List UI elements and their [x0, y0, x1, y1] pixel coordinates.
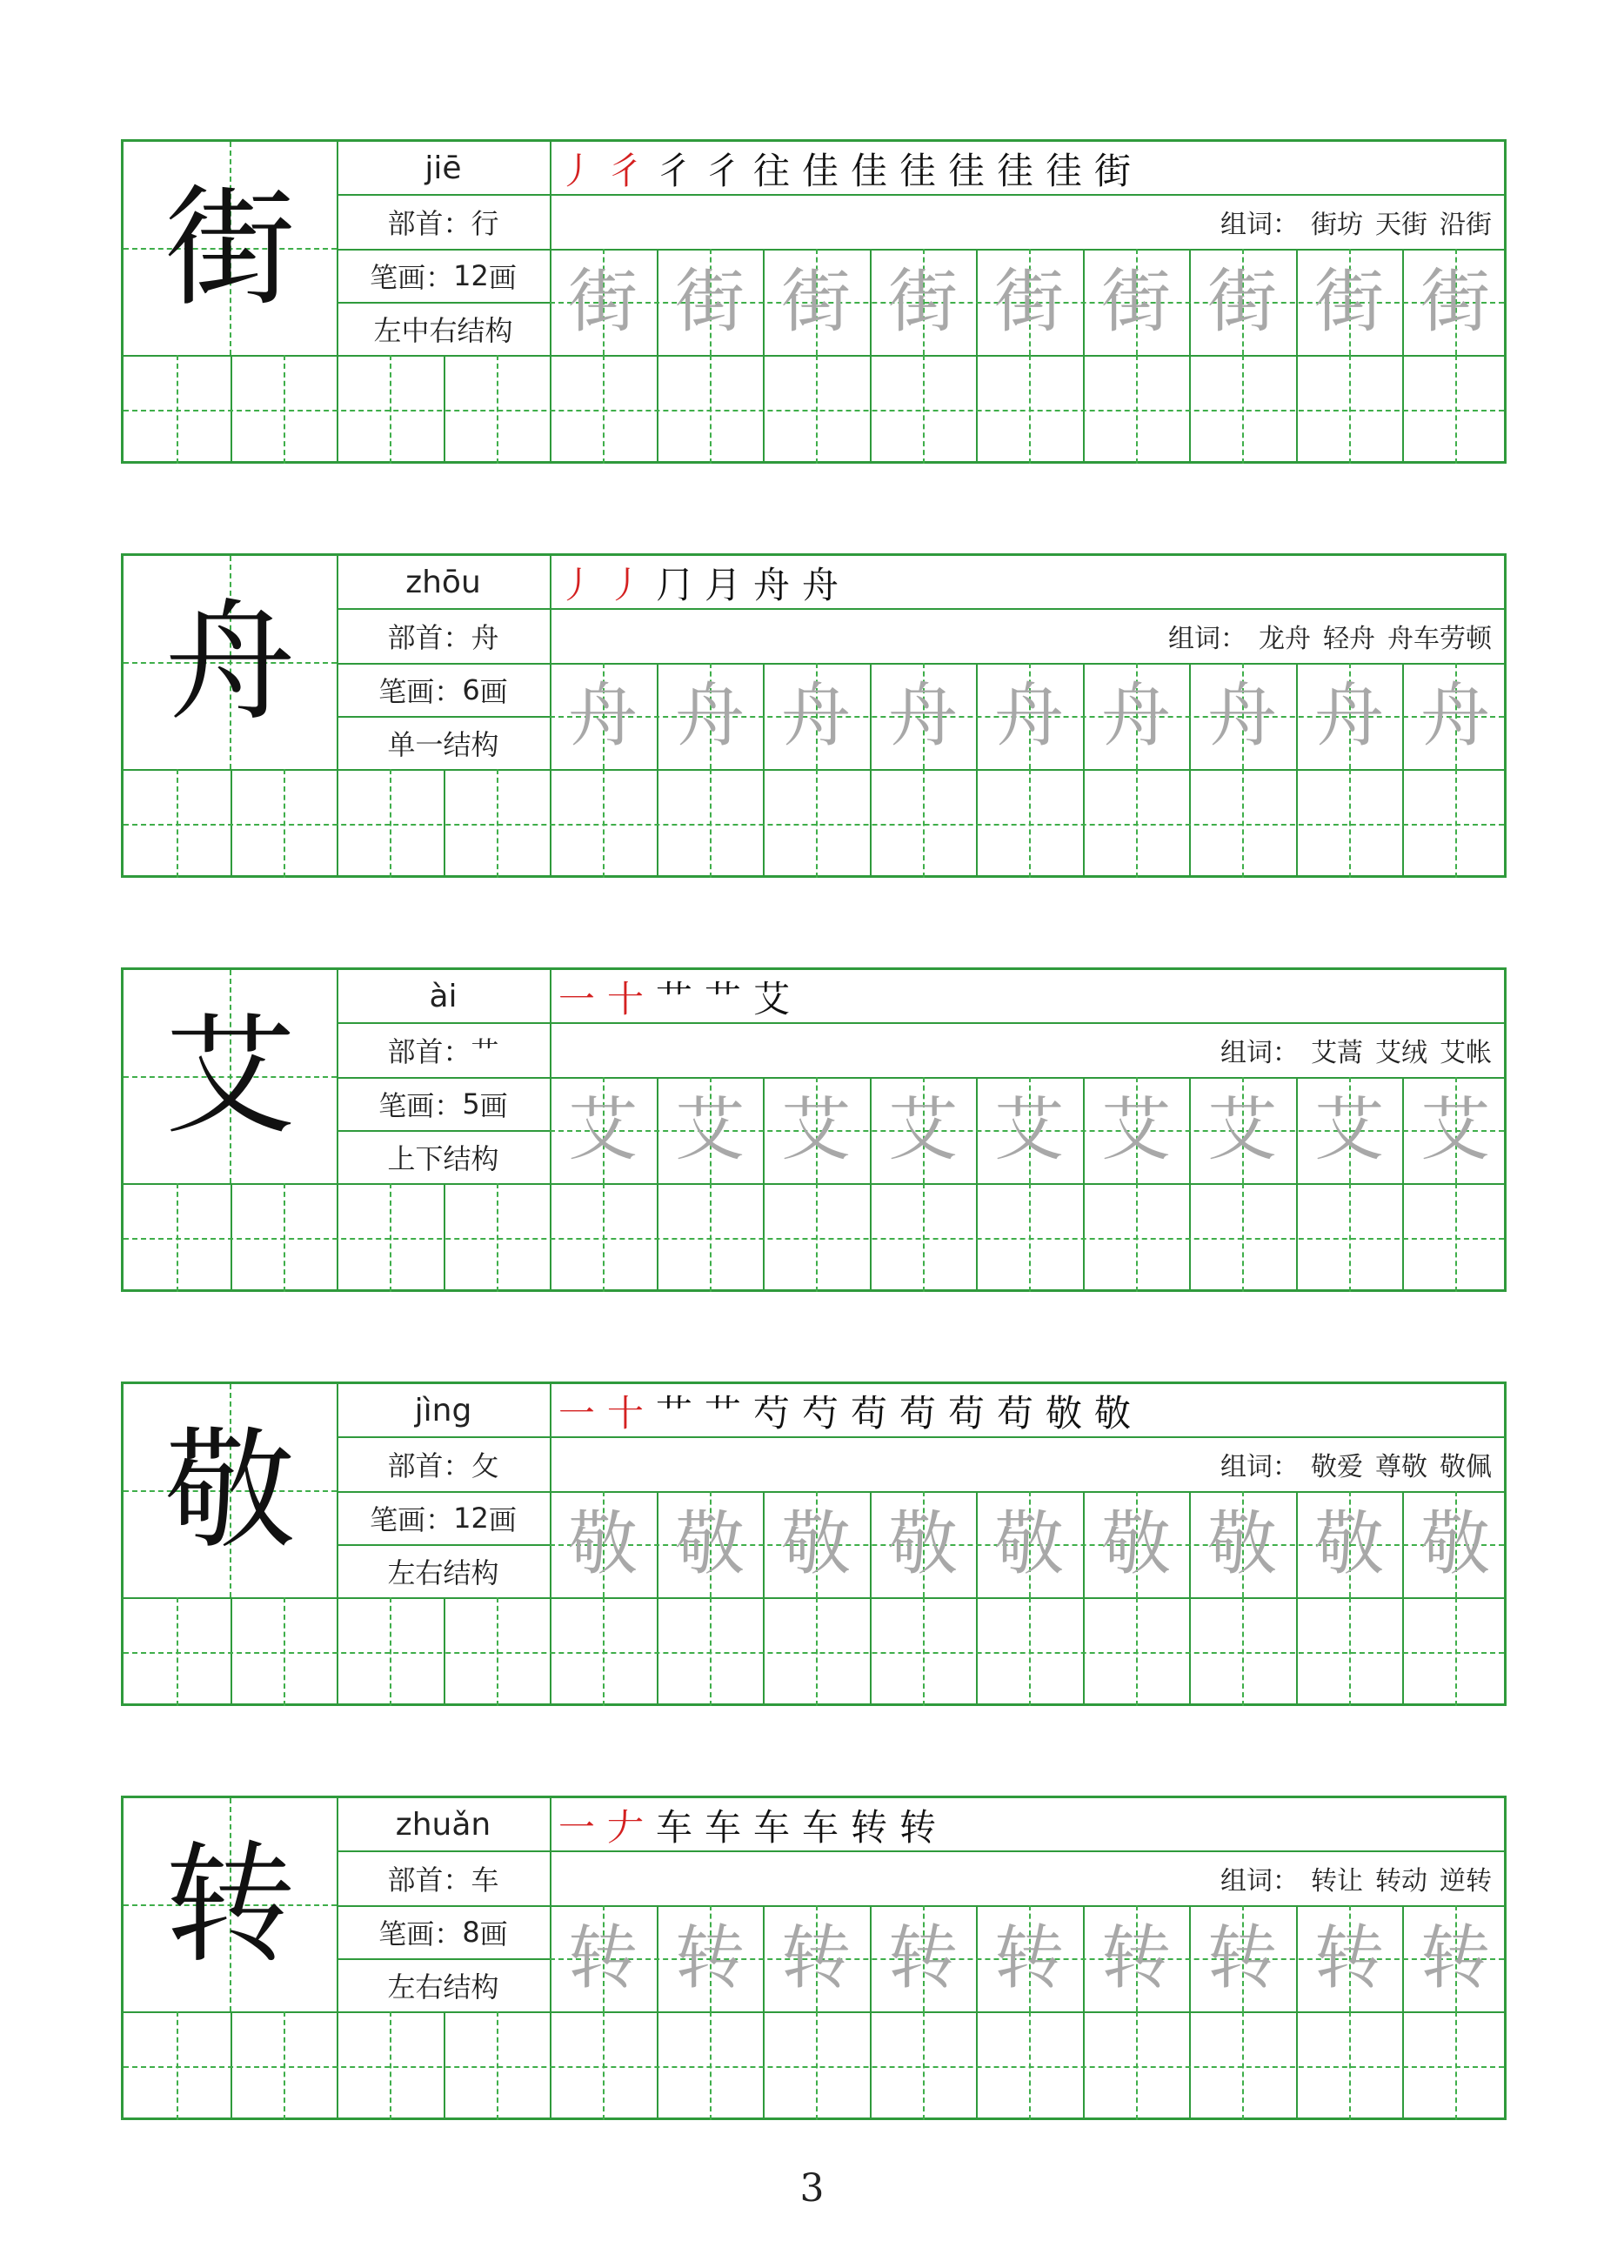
- trace-character: 街: [1207, 261, 1277, 342]
- word-item: 轻舟: [1323, 624, 1375, 654]
- word-list: [1220, 1024, 1492, 1076]
- stroke-step: 一: [558, 978, 596, 1020]
- structure: 左中右结构: [373, 314, 513, 347]
- stroke-step: 彳: [656, 150, 693, 192]
- stroke-step: 丿: [558, 564, 596, 606]
- trace-character: 转: [994, 1917, 1064, 1998]
- stroke-info: [337, 1492, 550, 1544]
- word-item: 街坊: [1311, 210, 1363, 240]
- words-label: 组词：: [1220, 210, 1299, 240]
- trace-character: 舟: [1101, 675, 1171, 756]
- stroke-info: [337, 1906, 550, 1958]
- stroke-step: 艹: [656, 978, 693, 1020]
- trace-character: 艾: [888, 1089, 958, 1170]
- trace-character: 敬: [1314, 1503, 1384, 1584]
- word-list: [1220, 1438, 1492, 1490]
- trace-character: 街: [675, 261, 745, 342]
- stroke-order-sequence: [558, 144, 1498, 194]
- stroke-step: 车: [705, 1806, 742, 1849]
- radical-label: 部首：: [387, 207, 471, 240]
- trace-character: 艾: [568, 1089, 638, 1170]
- trace-character: 艾: [781, 1089, 851, 1170]
- stroke-step: 街: [1094, 150, 1132, 192]
- page-number: 3: [799, 2166, 825, 2211]
- strokes-label: 笔画：: [370, 1503, 454, 1536]
- words-label: 组词：: [1220, 1038, 1299, 1068]
- trace-character: 艾: [1420, 1089, 1490, 1170]
- stroke-step: 艹: [705, 1392, 742, 1435]
- radical-info: [337, 1852, 550, 1904]
- word-item: 转动: [1375, 1866, 1427, 1897]
- strokes-label: 笔画：: [370, 261, 454, 294]
- stroke-step: 车: [802, 1806, 839, 1849]
- trace-character: 转: [1207, 1917, 1277, 1998]
- stroke-step: 敬: [1094, 1392, 1132, 1435]
- stroke-order-sequence: [558, 972, 1498, 1022]
- radical-value: 艹: [471, 1035, 499, 1068]
- radical-value: 行: [471, 207, 499, 240]
- trace-character: 街: [888, 261, 958, 342]
- word-item: 逆转: [1440, 1866, 1492, 1897]
- structure: 左右结构: [387, 1556, 499, 1589]
- trace-character: 转: [1101, 1917, 1171, 1998]
- word-list: [1168, 610, 1492, 662]
- stroke-step: 苟: [997, 1392, 1034, 1435]
- trace-character: 舟: [675, 675, 745, 756]
- trace-character: 街: [994, 261, 1064, 342]
- word-item: 龙舟: [1259, 624, 1311, 654]
- trace-character: 舟: [888, 675, 958, 756]
- stroke-step: 艹: [705, 978, 742, 1020]
- stroke-info: [337, 1078, 550, 1130]
- radical-label: 部首：: [387, 1035, 471, 1068]
- radical-label: 部首：: [387, 1449, 471, 1482]
- radical-info: [337, 1438, 550, 1490]
- radical-label: 部首：: [387, 1863, 471, 1897]
- stroke-step: 转: [899, 1806, 937, 1849]
- trace-character: 舟: [994, 675, 1064, 756]
- words-label: 组词：: [1168, 624, 1246, 654]
- stroke-step: 车: [656, 1806, 693, 1849]
- words-label: 组词：: [1220, 1866, 1299, 1897]
- character-card: [121, 1796, 1507, 2120]
- stroke-step: 芍: [753, 1392, 791, 1435]
- stroke-step: 丿: [558, 150, 596, 192]
- trace-character: 敬: [781, 1503, 851, 1584]
- stroke-count: 6: [462, 673, 480, 706]
- word-item: 敬佩: [1440, 1452, 1492, 1482]
- word-item: 尊敬: [1375, 1452, 1427, 1482]
- stroke-step: 舟: [753, 564, 791, 606]
- stroke-info: [337, 664, 550, 716]
- word-item: 艾蒿: [1311, 1038, 1363, 1068]
- stroke-count: 12: [453, 259, 489, 292]
- strokes-suffix: 画: [479, 1917, 508, 1950]
- stroke-count: 8: [462, 1916, 480, 1949]
- trace-character: 舟: [781, 675, 851, 756]
- trace-character: 敬: [568, 1503, 638, 1584]
- stroke-step: 苟: [948, 1392, 986, 1435]
- stroke-step: 徍: [948, 150, 986, 192]
- model-character: 舟: [164, 586, 296, 739]
- trace-character: 敬: [888, 1503, 958, 1584]
- stroke-step: 往: [753, 150, 791, 192]
- stroke-step: 丿: [607, 564, 645, 606]
- stroke-step: 十: [607, 978, 645, 1020]
- stroke-step: 𠂇: [607, 1806, 645, 1849]
- stroke-step: 艹: [656, 1392, 693, 1435]
- strokes-suffix: 画: [479, 1089, 508, 1122]
- word-item: 沿街: [1440, 210, 1492, 240]
- character-card: [121, 139, 1507, 464]
- stroke-step: 敬: [1046, 1392, 1083, 1435]
- model-character: 转: [164, 1829, 296, 1981]
- trace-character: 艾: [994, 1089, 1064, 1170]
- stroke-step: 舟: [802, 564, 839, 606]
- stroke-step: 苟: [851, 1392, 888, 1435]
- stroke-count: 12: [453, 1502, 489, 1535]
- word-item: 艾绒: [1375, 1038, 1427, 1068]
- pinyin: zhōu: [405, 564, 481, 600]
- stroke-step: 徍: [899, 150, 937, 192]
- stroke-step: 车: [753, 1806, 791, 1849]
- stroke-step: 徍: [1046, 150, 1083, 192]
- trace-character: 转: [675, 1917, 745, 1998]
- stroke-step: 十: [607, 1392, 645, 1435]
- pinyin: ài: [429, 978, 458, 1014]
- strokes-label: 笔画：: [378, 1089, 463, 1122]
- word-item: 艾帐: [1440, 1038, 1492, 1068]
- pinyin: jìng: [414, 1392, 472, 1428]
- trace-character: 街: [781, 261, 851, 342]
- character-card: [121, 1382, 1507, 1706]
- trace-character: 敬: [1207, 1503, 1277, 1584]
- pinyin: zhuǎn: [395, 1806, 491, 1843]
- stroke-info: [337, 250, 550, 302]
- trace-character: 舟: [568, 675, 638, 756]
- trace-character: 舟: [1207, 675, 1277, 756]
- character-card: [121, 967, 1507, 1292]
- stroke-step: 苟: [899, 1392, 937, 1435]
- radical-info: [337, 196, 550, 248]
- trace-character: 敬: [675, 1503, 745, 1584]
- radical-label: 部首：: [387, 621, 471, 654]
- radical-value: 车: [471, 1863, 499, 1897]
- trace-character: 转: [781, 1917, 851, 1998]
- stroke-step: 彳: [607, 150, 645, 192]
- trace-character: 艾: [1314, 1089, 1384, 1170]
- strokes-suffix: 画: [488, 1503, 517, 1536]
- strokes-suffix: 画: [479, 675, 508, 708]
- stroke-order-sequence: [558, 1386, 1498, 1436]
- trace-character: 艾: [1207, 1089, 1277, 1170]
- strokes-label: 笔画：: [378, 1917, 463, 1950]
- model-character: 敬: [164, 1415, 296, 1567]
- trace-character: 舟: [1420, 675, 1490, 756]
- radical-info: [337, 1024, 550, 1076]
- stroke-order-sequence: [558, 1800, 1498, 1850]
- stroke-step: 彳: [705, 150, 742, 192]
- trace-character: 敬: [1420, 1503, 1490, 1584]
- stroke-step: 艾: [753, 978, 791, 1020]
- stroke-step: 月: [705, 564, 742, 606]
- structure: 上下结构: [387, 1142, 499, 1175]
- trace-character: 街: [568, 261, 638, 342]
- word-list: [1220, 1852, 1492, 1904]
- word-list: [1220, 196, 1492, 248]
- pinyin: jiē: [424, 150, 462, 186]
- word-item: 转让: [1311, 1866, 1363, 1897]
- stroke-step: 芍: [802, 1392, 839, 1435]
- strokes-label: 笔画：: [378, 675, 463, 708]
- trace-character: 转: [1420, 1917, 1490, 1998]
- character-card: [121, 553, 1507, 878]
- stroke-order-sequence: [558, 558, 1498, 608]
- trace-character: 敬: [994, 1503, 1064, 1584]
- trace-character: 艾: [675, 1089, 745, 1170]
- trace-character: 街: [1420, 261, 1490, 342]
- structure: 单一结构: [387, 728, 499, 761]
- stroke-step: 一: [558, 1392, 596, 1435]
- stroke-step: 转: [851, 1806, 888, 1849]
- model-character: 艾: [164, 1000, 296, 1153]
- trace-character: 敬: [1101, 1503, 1171, 1584]
- radical-value: 舟: [471, 621, 499, 654]
- stroke-step: 佳: [802, 150, 839, 192]
- stroke-step: 一: [558, 1806, 596, 1849]
- stroke-step: 徍: [997, 150, 1034, 192]
- trace-character: 舟: [1314, 675, 1384, 756]
- structure: 左右结构: [387, 1970, 499, 2004]
- trace-character: 转: [1314, 1917, 1384, 1998]
- trace-character: 艾: [1101, 1089, 1171, 1170]
- trace-character: 转: [568, 1917, 638, 1998]
- strokes-suffix: 画: [488, 261, 517, 294]
- model-character: 街: [164, 172, 296, 324]
- stroke-step: ⺆: [656, 564, 693, 606]
- radical-value: 攵: [471, 1449, 499, 1482]
- radical-info: [337, 610, 550, 662]
- trace-character: 街: [1101, 261, 1171, 342]
- stroke-step: 佳: [851, 150, 888, 192]
- words-label: 组词：: [1220, 1452, 1299, 1482]
- word-item: 舟车劳顿: [1387, 624, 1492, 654]
- trace-character: 转: [888, 1917, 958, 1998]
- word-item: 敬爱: [1311, 1452, 1363, 1482]
- stroke-count: 5: [462, 1087, 480, 1121]
- trace-character: 街: [1314, 261, 1384, 342]
- word-item: 天街: [1375, 210, 1427, 240]
